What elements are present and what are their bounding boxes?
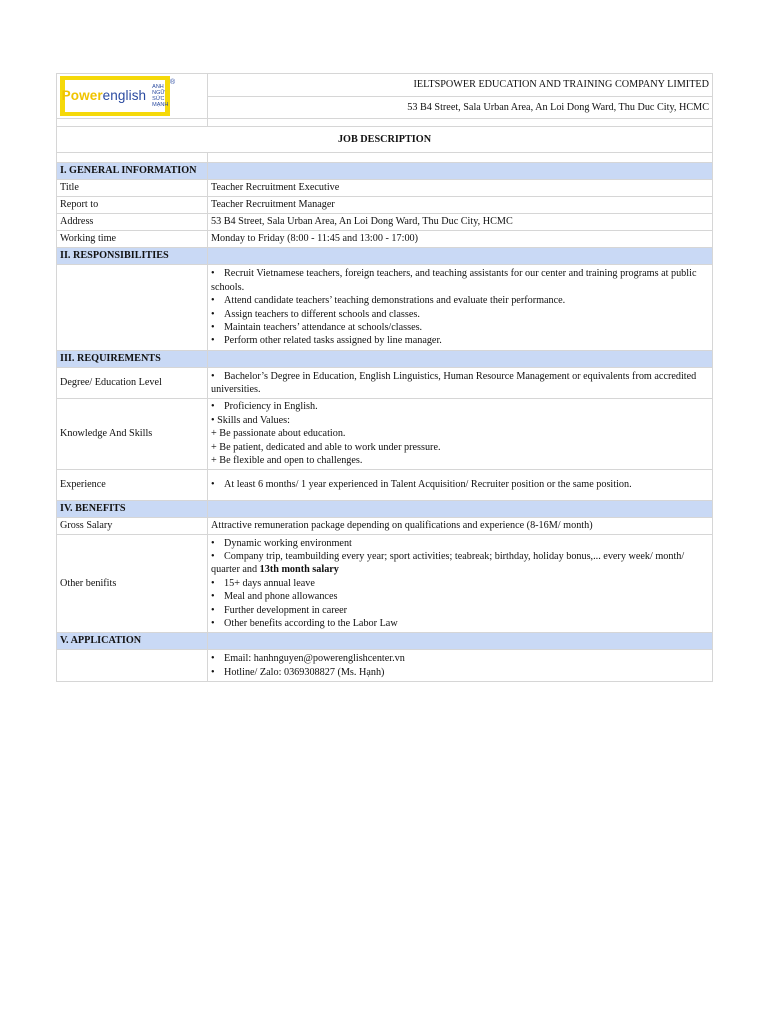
list-item: • Meal and phone allowances: [211, 591, 338, 603]
list-item: • Attend candidate teachers’ teaching demonstrations and evaluate their performance.: [211, 295, 566, 307]
list-item: • Perform other related tasks assigned by line manager.: [211, 335, 442, 347]
list-item: • Maintain teachers’ attendance at schools/classes.: [211, 321, 423, 333]
info-label: Title: [57, 180, 208, 197]
responsibilities-list: [208, 265, 713, 351]
logo-registered-mark: ®: [170, 79, 176, 86]
requirement-label: Knowledge And Skills: [57, 399, 208, 470]
requirement-experience-row: [57, 470, 713, 501]
info-row-title: [57, 180, 713, 197]
contact-hotline: • Hotline/ Zalo: 0369308827 (Ms. Hạnh): [211, 666, 385, 678]
job-description-sheet: [56, 73, 712, 682]
list-item: • Company trip, teambuilding every year; sport activities; teabreak; birthday, holiday bonus,... every week/ month/ quarter and 13th month salary: [211, 550, 685, 576]
section-heading: I. GENERAL INFORMATION: [57, 163, 208, 180]
benefit-value: [208, 535, 713, 633]
job-description-table: [56, 73, 713, 682]
info-row-working-time: [57, 231, 713, 248]
section-general: [57, 163, 713, 180]
company-address: 53 B4 Street, Sala Urban Area, An Loi Dong Ward, Thu Duc City, HCMC: [208, 96, 713, 119]
requirement-value: [208, 470, 713, 501]
list-item: • Assign teachers to different schools and classes.: [211, 308, 420, 320]
spacer-row: [57, 153, 713, 163]
section-responsibilities: [57, 248, 713, 265]
info-label: Working time: [57, 231, 208, 248]
spacer-row: [57, 119, 713, 127]
info-value: Monday to Friday (8:00 - 11:45 and 13:00 - 17:00): [208, 231, 713, 248]
responsibilities-row: [57, 265, 713, 351]
info-label: Report to: [57, 197, 208, 214]
section-heading: V. APPLICATION: [57, 633, 208, 650]
logo-brand-english: english: [102, 88, 147, 104]
list-item: • Further development in career: [211, 604, 348, 616]
requirement-value: [208, 368, 713, 399]
benefit-other-row: [57, 535, 713, 633]
benefit-label: Gross Salary: [57, 518, 208, 535]
benefit-label: Other benifits: [57, 535, 208, 633]
benefit-value: Attractive remuneration package depending on qualifications and experience (8-16M/ month): [208, 518, 713, 535]
requirement-label: Experience: [57, 470, 208, 501]
list-item: • Bachelor’s Degree in Education, English Linguistics, Human Resource Management or equivalents from accredited universities.: [211, 370, 697, 395]
logo-brand-power: Power: [61, 88, 103, 104]
section-application: [57, 633, 713, 650]
list-item: • At least 6 months/ 1 year experienced in Talent Acquisition/ Recruiter position or the same position.: [211, 479, 632, 491]
company-name: IELTSPOWER EDUCATION AND TRAINING COMPANY LIMITED: [208, 74, 713, 97]
requirement-value: [208, 399, 713, 470]
benefit-salary-row: [57, 518, 713, 535]
info-value: Teacher Recruitment Manager: [208, 197, 713, 214]
list-item: • 15+ days annual leave: [211, 577, 315, 589]
section-requirements: [57, 351, 713, 368]
logo-tagline-2: SỨC MẠNH: [152, 96, 169, 108]
logo-cell: [57, 74, 208, 119]
section-heading: II. RESPONSIBILITIES: [57, 248, 208, 265]
doc-title: JOB DESCRIPTION: [57, 127, 713, 153]
info-value: Teacher Recruitment Executive: [208, 180, 713, 197]
list-item: + Be flexible and open to challenges.: [211, 455, 363, 467]
application-row: [57, 650, 713, 682]
list-item: • Dynamic working environment: [211, 537, 352, 549]
title-row: [57, 127, 713, 153]
requirement-label: Degree/ Education Level: [57, 368, 208, 399]
info-row-address: [57, 214, 713, 231]
logo-frame-icon: [60, 76, 170, 116]
list-item: • Skills and Values:: [211, 414, 290, 426]
header-row-company: [57, 74, 713, 97]
list-item: • Recruit Vietnamese teachers, foreign teachers, and teaching assistants for our center and training programs at public schools.: [211, 268, 697, 293]
list-item: • Proficiency in English.: [211, 401, 318, 413]
section-benefits: [57, 501, 713, 518]
list-item: + Be patient, dedicated and able to work under pressure.: [211, 441, 441, 453]
list-item: • Other benefits according to the Labor Law: [211, 618, 398, 630]
requirement-knowledge-row: [57, 399, 713, 470]
info-row-report-to: [57, 197, 713, 214]
section-heading: III. REQUIREMENTS: [57, 351, 208, 368]
section-heading: IV. BENEFITS: [57, 501, 208, 518]
requirement-degree-row: [57, 368, 713, 399]
application-contacts: [208, 650, 713, 682]
info-value: 53 B4 Street, Sala Urban Area, An Loi Dong Ward, Thu Duc City, HCMC: [208, 214, 713, 231]
info-label: Address: [57, 214, 208, 231]
contact-email: • Email: hanhnguyen@powerenglishcenter.vn: [211, 653, 405, 665]
list-item: + Be passionate about education.: [211, 428, 346, 440]
highlight-13th-month-salary: 13th month salary: [259, 564, 339, 576]
company-logo: [60, 74, 204, 118]
logo-tagline-1: ANH NGỮ: [152, 84, 166, 96]
